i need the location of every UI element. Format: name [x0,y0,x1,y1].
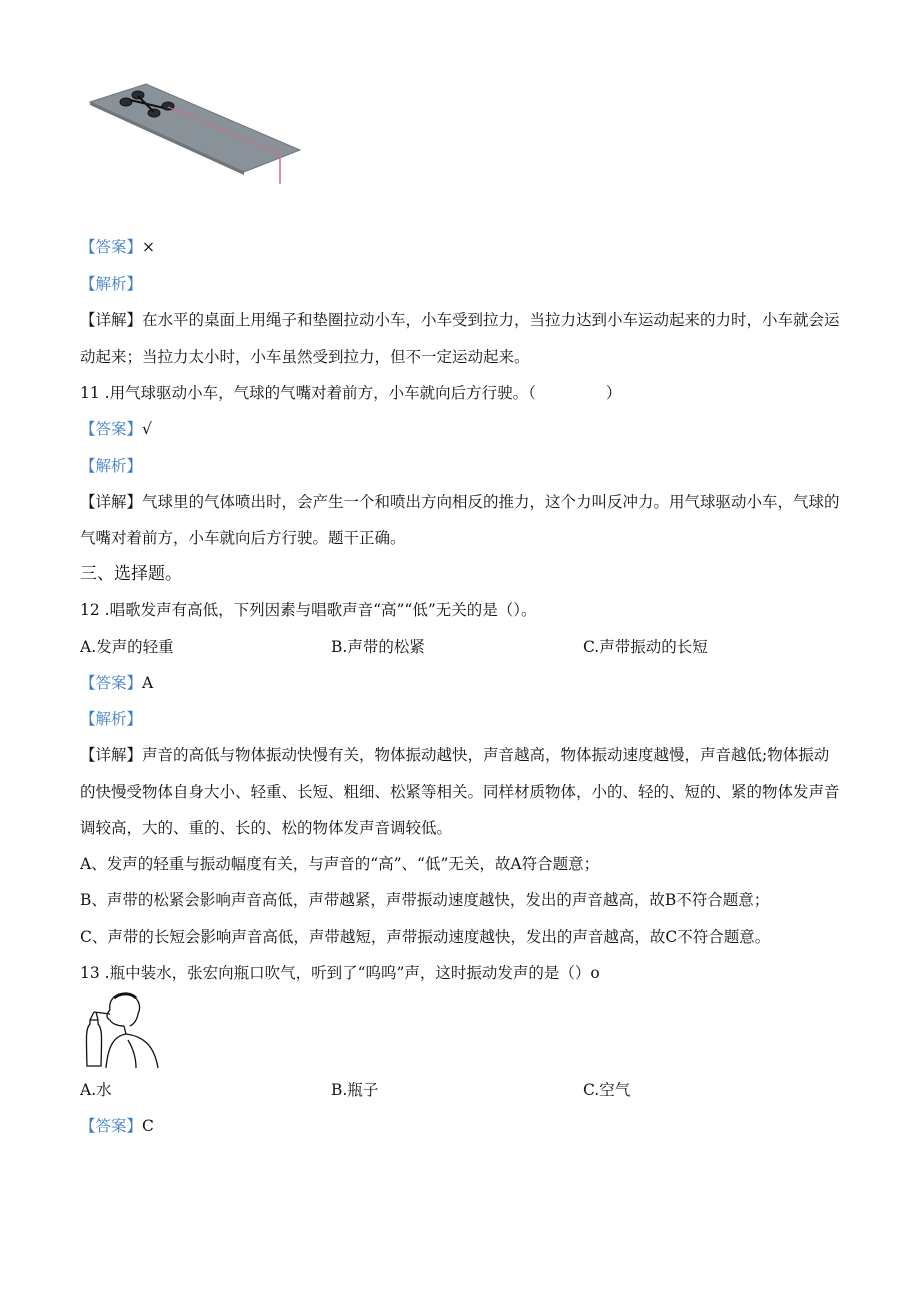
q13-answer: 【答案】C [80,1117,154,1135]
q10-answer: 【答案】× [80,238,156,256]
q12-explain-c: C、声带的长短会影响声音高低，声带越短，声带振动速度越快，发出的声音越高，故C不符合题意。 [80,928,771,946]
q13-question: 13 .瓶中装水，张宏向瓶口吹气，听到了“呜呜”声，这时振动发声的是（）o [80,964,600,982]
q13-option-a: A.水 [80,1081,112,1099]
q10-analysis-tag: 【解析】 [80,275,143,293]
q11-detail-1: 【详解】气球里的气体喷出时，会产生一个和喷出方向相反的推力，这个力叫反冲力。用气球驱动小车，气球的 [80,493,840,511]
q12-question: 12 .唱歌发声有高低，下列因素与唱歌声音“高”“低”无关的是（）。 [80,601,537,619]
q12-detail-3: 调较高，大的、重的、长的、松的物体发声音调较低。 [80,819,453,837]
q10-detail-2: 动起来；当拉力太小时，小车虽然受到拉力，但不一定运动起来。 [80,348,530,366]
boy-blowing-bottle-figure [84,990,162,1070]
q12-option-b: B.声带的松紧 [331,638,425,656]
q13-option-b: B.瓶子 [331,1081,379,1099]
q12-answer: 【答案】A [80,674,154,692]
q12-detail-1: 【详解】声音的高低与物体振动快慢有关，物体振动越快，声音越高，物体振动速度越慢，声音越低;物体振动 [80,746,830,764]
q12-explain-b: B、声带的松紧会影响声音高低，声带越紧，声带振动速度越快，发出的声音越高，故B不符合题意； [80,891,770,909]
section-title: 三、选择题。 [80,564,182,584]
q12-explain-a: A、发声的轻重与振动幅度有关，与声音的“高”、“低”无关，故A符合题意； [80,855,600,873]
q12-detail-2: 的快慢受物体自身大小、轻重、长短、粗细、松紧等相关。同样材质物体，小的、轻的、短的、紧的物体发声音 [80,783,840,801]
q11-answer: 【答案】√ [80,420,152,438]
q12-option-c: C.声带振动的长短 [583,638,708,656]
q11-analysis-tag: 【解析】 [80,457,143,475]
q11-detail-2: 气嘴对着前方，小车就向后方行驶。题干正确。 [80,529,406,547]
q12-analysis-tag: 【解析】 [80,710,143,728]
q12-option-a: A.发声的轻重 [80,638,174,656]
q13-option-c: C.空气 [583,1081,631,1099]
q11-question: 11 .用气球驱动小车，气球的气嘴对着前方，小车就向后方行驶。（ ） [80,384,622,402]
q10-detail-1: 【详解】在水平的桌面上用绳子和垫圈拉动小车，小车受到拉力，当拉力达到小车运动起来的力时，小车就会运 [80,311,840,329]
car-board-figure [84,80,304,188]
